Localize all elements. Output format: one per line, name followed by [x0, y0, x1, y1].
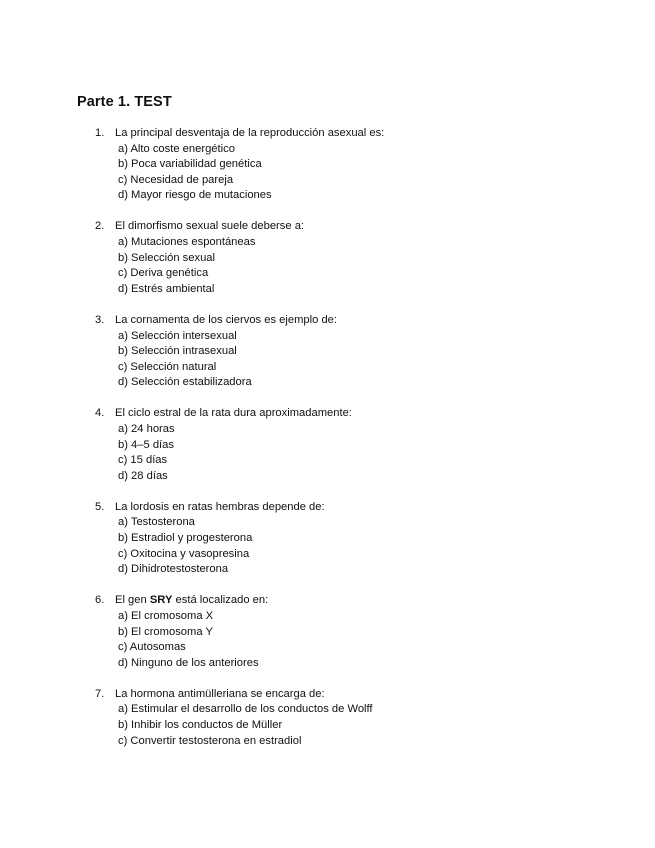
option-d: d) Selección estabilizadora	[118, 376, 252, 389]
option-c: c) 15 días	[118, 454, 168, 467]
question-text: El dimorfismo sexual suele deberse a:	[115, 220, 305, 233]
question-number: 4.	[95, 407, 105, 420]
option-d: d) Dihidrotestosterona	[118, 563, 229, 576]
option-c: c) Convertir testosterona en estradiol	[118, 734, 302, 747]
option-b: b) Estradiol y progesterona	[118, 532, 253, 545]
question-list	[95, 126, 635, 765]
question-stem	[95, 126, 635, 142]
question-number: 6.	[95, 594, 105, 607]
question-number: 3.	[95, 313, 105, 326]
option-a: a) El cromosoma X	[118, 609, 214, 622]
option-b: b) Poca variabilidad genética	[118, 158, 262, 171]
question-stem	[95, 593, 635, 609]
option-a: a) Testosterona	[118, 516, 195, 529]
option-a: a) 24 horas	[118, 423, 175, 435]
question-text: El ciclo estral de la rata dura aproximadamente:	[115, 407, 352, 420]
question-text-before: El gen	[115, 594, 150, 607]
question-stem	[95, 219, 635, 235]
gene-name: SRY	[149, 594, 173, 607]
question-stem	[95, 406, 635, 422]
question-4	[95, 406, 635, 484]
question-number: 1.	[95, 127, 105, 139]
option-b: b) Selección sexual	[118, 251, 216, 264]
option-a: a) Mutaciones espontáneas	[118, 236, 256, 249]
option-c: c) Necesidad de pareja	[118, 173, 234, 186]
question-number: 5.	[95, 500, 105, 513]
option-c: c) Oxitocina y vasopresina	[118, 547, 250, 560]
option-b: b) 4–5 días	[118, 438, 174, 451]
option-d: d) Mayor riesgo de mutaciones	[118, 189, 272, 202]
option-b: b) El cromosoma Y	[118, 625, 213, 638]
option-b: b) Selección intrasexual	[118, 345, 237, 358]
option-b: b) Inhibir los conductos de Müller	[118, 719, 283, 731]
question-6	[95, 593, 635, 671]
option-a: a) Estimular el desarrollo de los conductos de Wolff	[118, 703, 373, 716]
question-text: La cornamenta de los ciervos es ejemplo de:	[115, 313, 338, 326]
question-text-after: está localizado en:	[172, 594, 269, 607]
section-title: Parte 1. TEST	[77, 94, 172, 110]
question-7	[95, 687, 635, 749]
question-text: La lordosis en ratas hembras depende de:	[115, 500, 325, 513]
question-number: 2.	[95, 220, 105, 233]
question-stem	[95, 313, 635, 329]
option-c: c) Selección natural	[118, 360, 217, 373]
option-c: c) Autosomas	[118, 641, 186, 654]
question-1	[95, 126, 635, 204]
option-a: a) Selección intersexual	[118, 329, 237, 342]
question-stem	[95, 687, 635, 703]
question-text	[115, 593, 268, 609]
question-3	[95, 313, 635, 391]
question-text: La hormona antimülleriana se encarga de:	[115, 687, 325, 700]
option-d: d) 28 días	[118, 469, 168, 482]
option-c: c) Deriva genética	[118, 267, 209, 280]
question-number: 7.	[95, 687, 105, 700]
option-a: a) Alto coste energético	[118, 142, 235, 155]
option-d: d) Estrés ambiental	[118, 282, 215, 295]
question-stem	[95, 500, 635, 516]
option-d: d) Ninguno de los anteriores	[118, 656, 259, 669]
question-5	[95, 500, 635, 578]
question-text: La principal desventaja de la reproducción asexual es:	[115, 127, 385, 139]
question-2	[95, 219, 635, 297]
